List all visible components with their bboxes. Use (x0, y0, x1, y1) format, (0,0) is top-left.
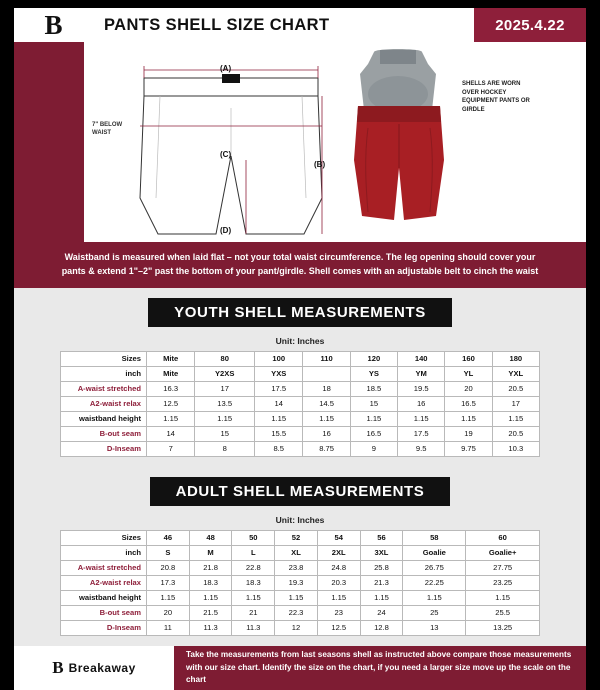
column-header: 160 (445, 351, 492, 366)
column-header: 48 (189, 530, 232, 545)
table-cell: 18.5 (350, 381, 397, 396)
page-footer (14, 646, 586, 690)
table-cell: 7 (147, 441, 195, 456)
column-header: 54 (317, 530, 360, 545)
column-header: 52 (275, 530, 318, 545)
table-cell: 9 (350, 441, 397, 456)
table-row (61, 366, 540, 381)
column-header: 100 (255, 351, 303, 366)
table-row (61, 411, 540, 426)
table-cell: 1.15 (147, 590, 190, 605)
table-row (61, 590, 540, 605)
left-maroon-bar (14, 42, 84, 242)
label-d: (D) (220, 226, 232, 235)
table-cell: 9.5 (398, 441, 445, 456)
table-cell: 1.15 (445, 411, 492, 426)
label-a: (A) (220, 64, 232, 73)
table-cell: 1.15 (147, 411, 195, 426)
column-header: YXS (255, 366, 303, 381)
column-header: S (147, 545, 190, 560)
youth-unit-label: Unit: Inches (14, 331, 586, 351)
brand-b-icon: B (44, 9, 62, 40)
diagram-section (14, 42, 586, 242)
table-cell: 19 (445, 426, 492, 441)
table-cell: 24.8 (317, 560, 360, 575)
column-header: YL (445, 366, 492, 381)
row-label: waistband height (61, 590, 147, 605)
table-cell: 17.5 (255, 381, 303, 396)
row-label: inch (61, 545, 147, 560)
column-header: 50 (232, 530, 275, 545)
table-cell: 16 (398, 396, 445, 411)
table-cell: 1.15 (232, 590, 275, 605)
adult-size-table (60, 530, 540, 636)
table-cell: 11.3 (232, 620, 275, 635)
table-cell: 1.15 (303, 411, 350, 426)
table-cell: 18.3 (189, 575, 232, 590)
column-header: L (232, 545, 275, 560)
table-cell: 19.5 (398, 381, 445, 396)
table-cell: 16.5 (350, 426, 397, 441)
table-cell: 21 (232, 605, 275, 620)
row-label: A-waist stretched (61, 381, 147, 396)
table-cell: 20 (147, 605, 190, 620)
table-row (61, 530, 540, 545)
table-cell: 23.25 (466, 575, 540, 590)
table-cell: 16.5 (445, 396, 492, 411)
column-header: 140 (398, 351, 445, 366)
page-inner (14, 8, 586, 685)
revision-date: 2025.4.22 (474, 8, 586, 42)
table-cell: 16 (303, 426, 350, 441)
column-header: Y2XS (195, 366, 255, 381)
row-label: D-Inseam (61, 441, 147, 456)
youth-section-title: YOUTH SHELL MEASUREMENTS (148, 298, 452, 327)
column-header: Mite (147, 351, 195, 366)
column-header: 80 (195, 351, 255, 366)
column-header: 120 (350, 351, 397, 366)
column-header: YXL (492, 366, 539, 381)
table-row (61, 426, 540, 441)
adult-section-header (14, 467, 586, 510)
table-row (61, 620, 540, 635)
column-header: 110 (303, 351, 350, 366)
footer-brand (14, 646, 174, 690)
column-header: M (189, 545, 232, 560)
youth-size-table (60, 351, 540, 457)
column-header: 2XL (317, 545, 360, 560)
column-header: 58 (403, 530, 466, 545)
table-cell: 1.15 (403, 590, 466, 605)
table-cell: 22.3 (275, 605, 318, 620)
adult-section-title: ADULT SHELL MEASUREMENTS (150, 477, 451, 506)
table-row (61, 441, 540, 456)
product-photo (344, 48, 454, 238)
youth-section-header (14, 288, 586, 331)
label-b: (B) (314, 160, 326, 169)
table-cell: 23 (317, 605, 360, 620)
photo-caption: SHELLS ARE WORN OVER HOCKEY EQUIPMENT PANTS OR GIRDLE (462, 81, 530, 114)
column-header: Goalie+ (466, 545, 540, 560)
table-cell: 1.15 (317, 590, 360, 605)
footer-b-icon: B (52, 657, 64, 677)
table-cell: 13.5 (195, 396, 255, 411)
table-cell: 24 (360, 605, 403, 620)
brand-logo (14, 8, 92, 42)
table-cell: 26.75 (403, 560, 466, 575)
table-cell: 17 (492, 396, 539, 411)
table-cell: 21.3 (360, 575, 403, 590)
table-row (61, 545, 540, 560)
measurement-callout: Waistband is measured when laid flat – not your total waist circumference. The leg opening should cover your pants & extend 1"–2" past the bottom of your pant/girdle. Shell comes with an adjustable belt to cinch the waist (14, 242, 586, 288)
table-row (61, 605, 540, 620)
table-cell: 19.3 (275, 575, 318, 590)
table-cell: 15 (350, 396, 397, 411)
table-cell: 17.3 (147, 575, 190, 590)
page-header (14, 8, 586, 42)
table-cell: 1.15 (275, 590, 318, 605)
table-cell: 9.75 (445, 441, 492, 456)
table-cell: 21.5 (189, 605, 232, 620)
table-cell: 12.8 (360, 620, 403, 635)
table-cell: 1.15 (350, 411, 397, 426)
table-cell: 1.15 (360, 590, 403, 605)
table-cell: 12.5 (147, 396, 195, 411)
row-label: A2-waist relax (61, 396, 147, 411)
table-cell: 16.3 (147, 381, 195, 396)
column-header: Goalie (403, 545, 466, 560)
table-cell: 13.25 (466, 620, 540, 635)
table-cell: 17.5 (398, 426, 445, 441)
table-cell: 14.5 (303, 396, 350, 411)
table-row (61, 560, 540, 575)
row-label: A-waist stretched (61, 560, 147, 575)
table-cell: 21.8 (189, 560, 232, 575)
row-label: A2-waist relax (61, 575, 147, 590)
table-cell: 1.15 (492, 411, 539, 426)
table-cell: 23.8 (275, 560, 318, 575)
row-label: inch (61, 366, 147, 381)
column-header: Mite (147, 366, 195, 381)
table-row (61, 396, 540, 411)
table-cell: 15.5 (255, 426, 303, 441)
table-row (61, 381, 540, 396)
table-cell: 25 (403, 605, 466, 620)
table-cell: 20 (445, 381, 492, 396)
table-cell: 8 (195, 441, 255, 456)
table-cell: 10.3 (492, 441, 539, 456)
row-label: waistband height (61, 411, 147, 426)
table-cell: 14 (255, 396, 303, 411)
label-c: (C) (220, 150, 232, 159)
table-cell: 20.5 (492, 381, 539, 396)
waist-measure-note: 7" BELOW WAIST (92, 122, 123, 136)
table-cell: 11.3 (189, 620, 232, 635)
table-cell: 25.8 (360, 560, 403, 575)
table-cell: 1.15 (398, 411, 445, 426)
table-cell: 18.3 (232, 575, 275, 590)
column-header (303, 366, 350, 381)
column-header: 46 (147, 530, 190, 545)
adult-unit-label: Unit: Inches (14, 510, 586, 530)
table-cell: 1.15 (466, 590, 540, 605)
table-cell: 22.25 (403, 575, 466, 590)
adult-table-wrap (14, 530, 586, 646)
column-header: XL (275, 545, 318, 560)
shorts-technical-drawing (126, 48, 336, 238)
table-cell: 1.15 (189, 590, 232, 605)
youth-table-wrap (14, 351, 586, 467)
table-cell: 27.75 (466, 560, 540, 575)
table-cell: 14 (147, 426, 195, 441)
table-cell: 20.8 (147, 560, 190, 575)
table-cell: 13 (403, 620, 466, 635)
table-cell: 12.5 (317, 620, 360, 635)
table-row (61, 351, 540, 366)
table-cell: 20.3 (317, 575, 360, 590)
table-cell: 11 (147, 620, 190, 635)
table-cell: 8.75 (303, 441, 350, 456)
table-cell: 17 (195, 381, 255, 396)
row-label: Sizes (61, 530, 147, 545)
row-label: B-out seam (61, 605, 147, 620)
table-cell: 12 (275, 620, 318, 635)
column-header: 3XL (360, 545, 403, 560)
column-header: YS (350, 366, 397, 381)
table-cell: 22.8 (232, 560, 275, 575)
row-label: Sizes (61, 351, 147, 366)
footer-instructions: Take the measurements from last seasons shell as instructed above compare those measurements with our size chart. Identify the size on the chart, if you need a larger size move up the scale on the chart (174, 646, 586, 690)
row-label: B-out seam (61, 426, 147, 441)
column-header: YM (398, 366, 445, 381)
table-cell: 20.5 (492, 426, 539, 441)
table-cell: 18 (303, 381, 350, 396)
row-label: D-Inseam (61, 620, 147, 635)
table-cell: 1.15 (195, 411, 255, 426)
column-header: 56 (360, 530, 403, 545)
table-cell: 1.15 (255, 411, 303, 426)
table-cell: 25.5 (466, 605, 540, 620)
column-header: 60 (466, 530, 540, 545)
table-row (61, 575, 540, 590)
table-cell: 15 (195, 426, 255, 441)
footer-brand-word: Breakaway (68, 660, 136, 675)
table-cell: 8.5 (255, 441, 303, 456)
page-title: PANTS SHELL SIZE CHART (104, 15, 330, 34)
column-header: 180 (492, 351, 539, 366)
